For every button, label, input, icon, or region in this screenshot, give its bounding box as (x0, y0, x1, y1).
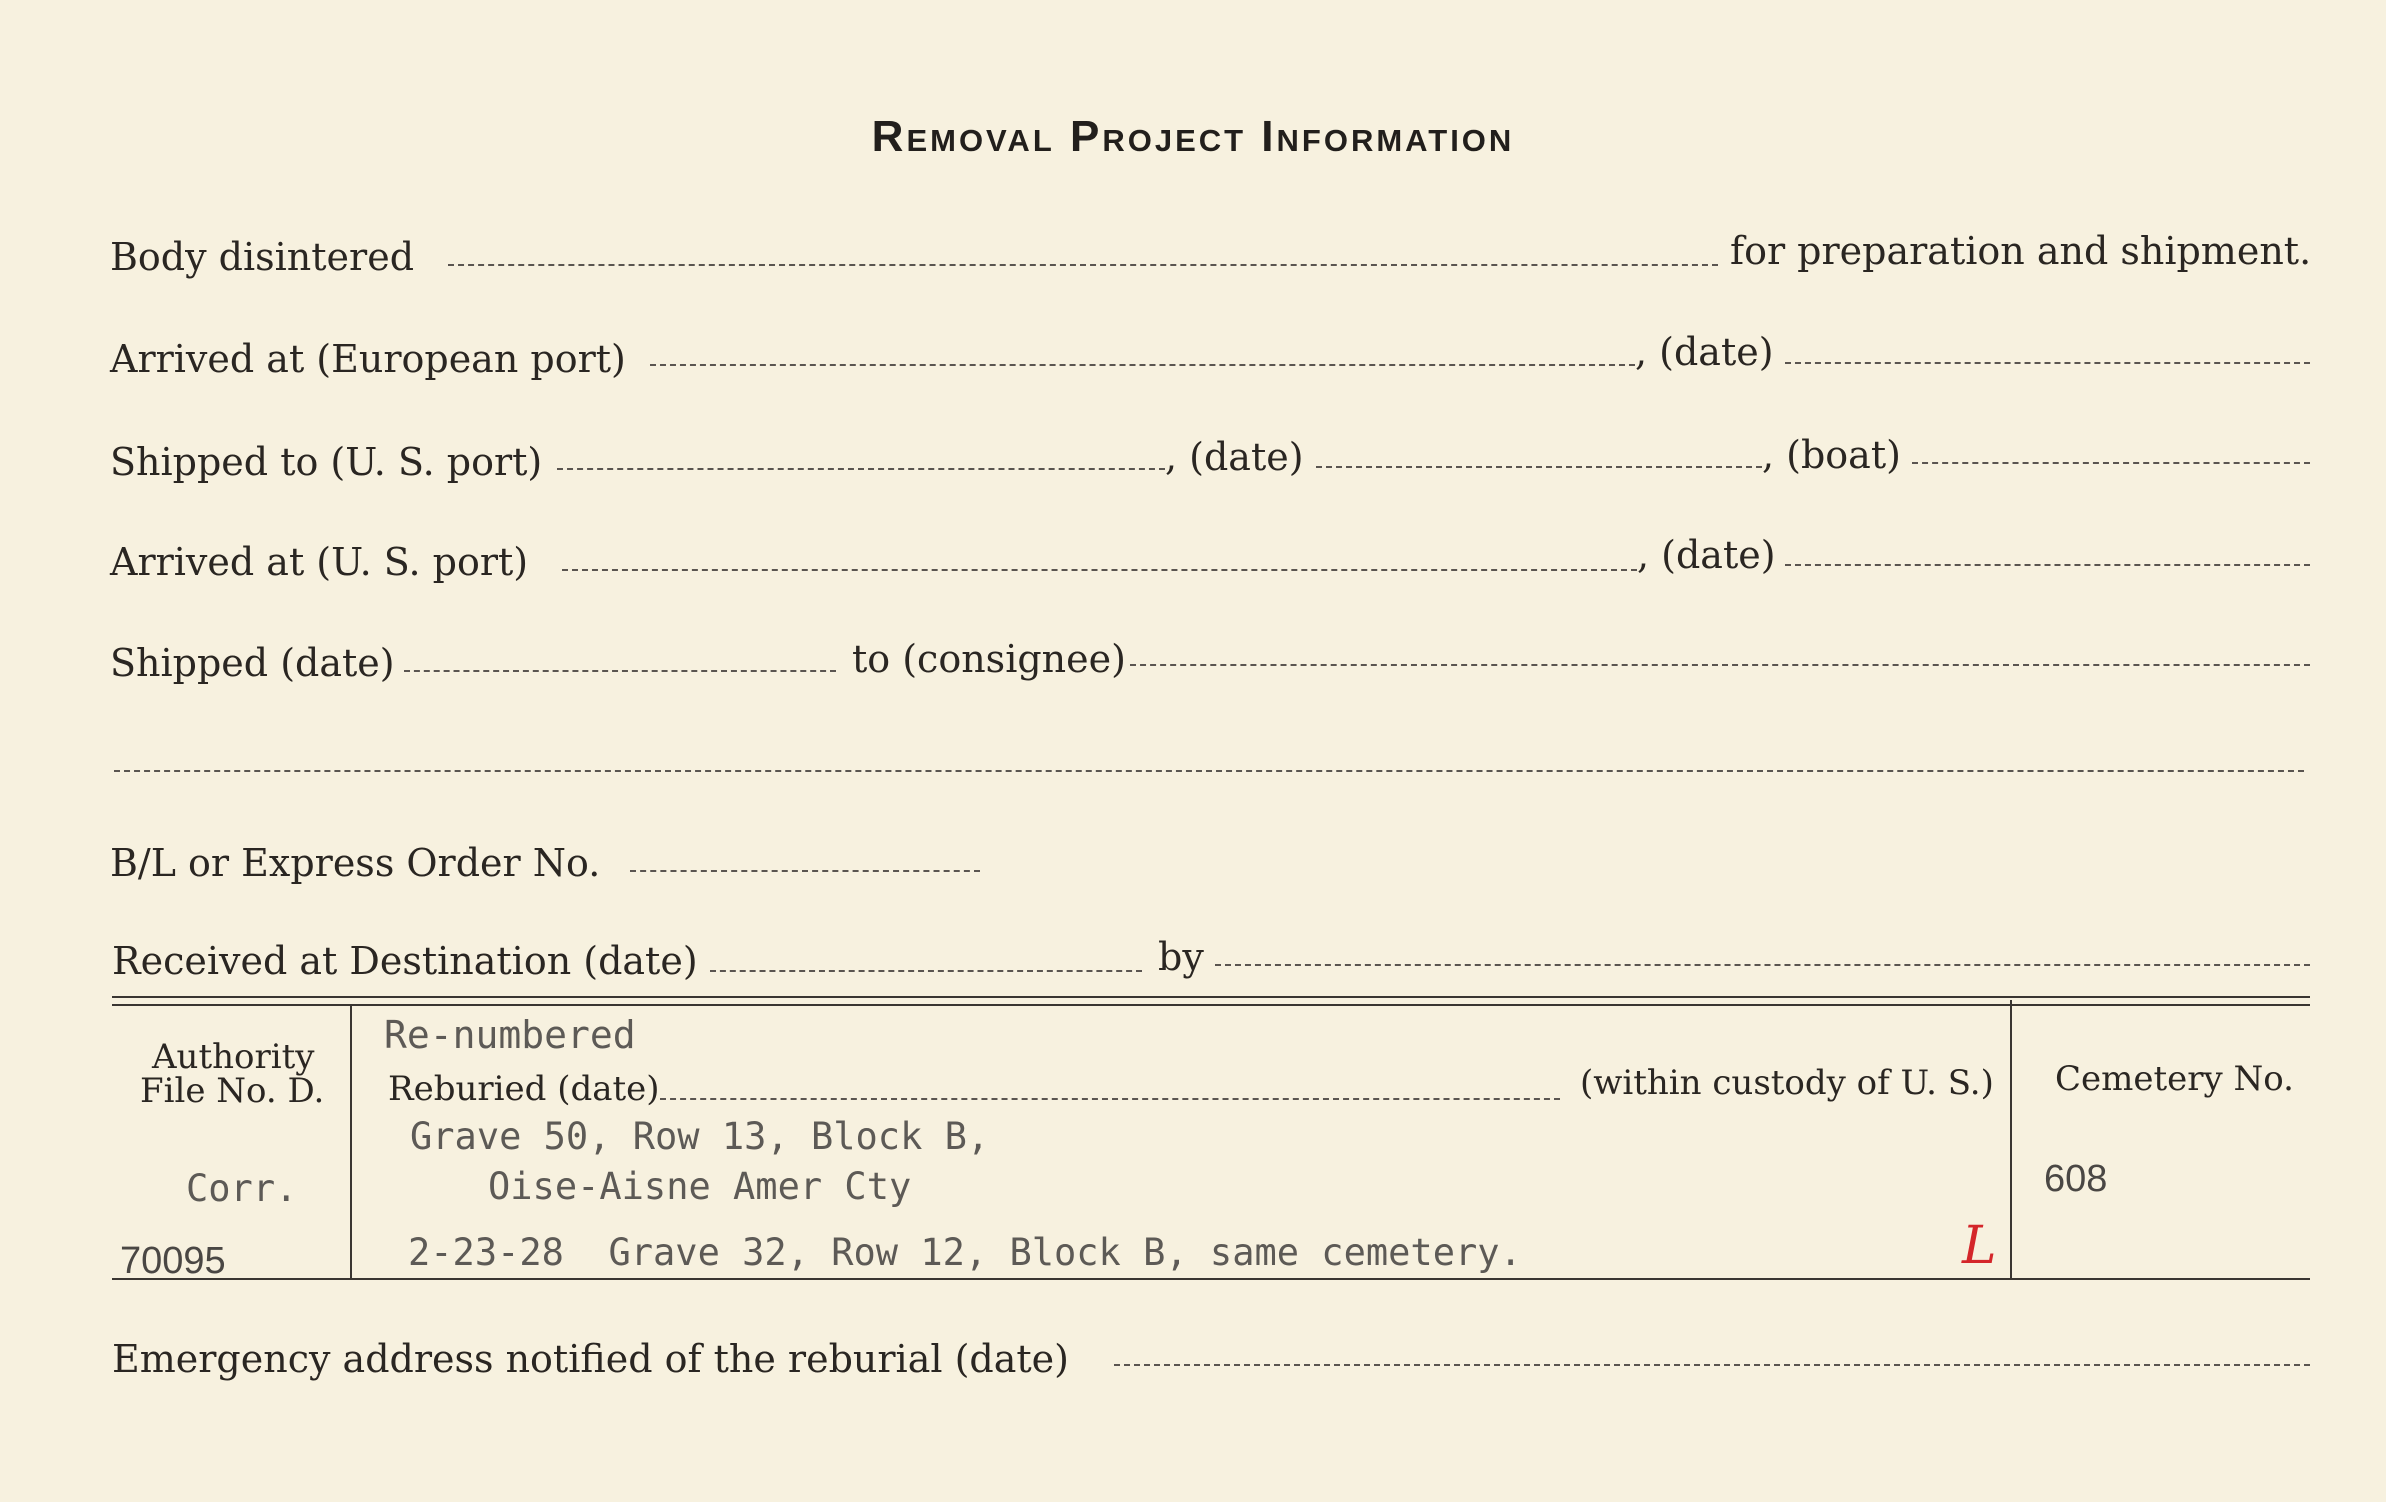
cemetery-number: 608 (2044, 1158, 2108, 1200)
shipped-date-row-line (404, 670, 836, 672)
emergency-line (1114, 1364, 2310, 1366)
boat-label: , (boat) (1762, 433, 1901, 477)
box-left-divider (350, 1004, 352, 1280)
boat-line (1912, 462, 2310, 464)
page-title: Removal Project Information (871, 112, 1515, 161)
reburied-line (660, 1098, 1560, 1100)
bl-express-label: B/L or Express Order No. (110, 841, 601, 885)
initial-mark: L (1962, 1216, 1997, 1276)
box-bottom-rule (112, 1278, 2310, 1280)
emergency-label: Emergency address notified of the reburial (date) (112, 1337, 1069, 1381)
renumbered-text: Re-numbered (384, 1013, 636, 1057)
preparation-shipment-label: for preparation and shipment. (1730, 229, 2312, 273)
arrived-us-port-label: Arrived at (U. S. port) (110, 540, 529, 584)
grave-line-2: Oise-Aisne Amer Cty (488, 1165, 912, 1208)
custody-label: (within custody of U. S.) (1580, 1063, 1994, 1103)
european-port-label: Arrived at (European port) (110, 337, 626, 381)
shipped-us-port-label: Shipped to (U. S. port) (110, 440, 543, 484)
shipped-us-port-line (557, 468, 1165, 470)
authority-label: Authority (152, 1037, 315, 1077)
file-no-label: File No. D. (140, 1071, 325, 1111)
by-label: by (1158, 935, 1204, 979)
received-date-line (710, 970, 1142, 972)
grave-line-1: Grave 50, Row 13, Block B, (410, 1115, 990, 1158)
arrived-date-line (1785, 564, 2310, 566)
shipped-date-line (1316, 466, 1762, 468)
bl-express-line (630, 870, 980, 872)
box-top-rule (112, 996, 2310, 998)
corr-text: Corr. (186, 1167, 298, 1210)
reburial-entry: 2-23-28 Grave 32, Row 12, Block B, same cemetery. (408, 1231, 1522, 1274)
european-port-line (650, 364, 1635, 366)
european-date-label: , (date) (1635, 330, 1774, 374)
consignee-label: to (consignee) (852, 637, 1126, 681)
box-right-divider (2010, 1000, 2012, 1280)
by-line (1215, 964, 2310, 966)
box-top-rule-2 (112, 1004, 2310, 1006)
reburied-label: Reburied (date) (388, 1069, 660, 1109)
body-disinterred-label: Body disintered (110, 235, 415, 279)
arrived-date-label: , (date) (1637, 533, 1776, 577)
consignee-line (1130, 664, 2310, 666)
arrived-us-port-line (562, 569, 1637, 571)
body-disinterred-line (448, 264, 1718, 266)
european-date-line (1785, 362, 2310, 364)
received-destination-label: Received at Destination (date) (112, 939, 698, 983)
shipped-date-label: , (date) (1165, 435, 1304, 479)
cemetery-no-label: Cemetery No. (2055, 1059, 2294, 1099)
file-number: 70095 (120, 1240, 226, 1282)
shipped-date-row-label: Shipped (date) (110, 641, 395, 685)
blank-line (114, 770, 2304, 772)
